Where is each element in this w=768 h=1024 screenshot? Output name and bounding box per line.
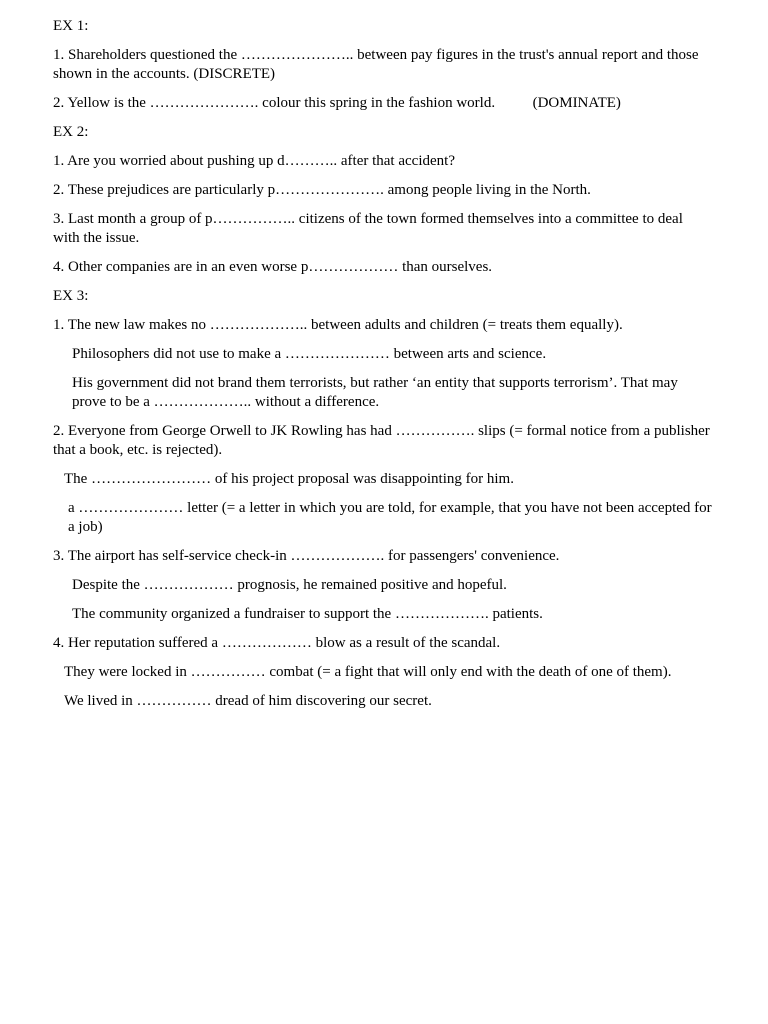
- ex1-item-2: 2. Yellow is the …………………. colour this spring in the fashion world. (DOMINATE): [53, 95, 621, 111]
- ex3-item-2: 2. Everyone from George Orwell to JK Rowling has had ……………. slips (= formal notice from a publisher that a book, etc. is rejected).: [53, 423, 714, 458]
- ex3-item-4b: They were locked in …………… combat (= a fight that will only end with the death of one of them).: [64, 664, 672, 680]
- ex3-item-3: 3. The airport has self-service check-in ………………. for passengers' convenience.: [53, 548, 560, 564]
- ex3-item-3c: The community organized a fundraiser to support the ………………. patients.: [72, 606, 543, 622]
- ex3-item-4: 4. Her reputation suffered a ……………… blow as a result of the scandal.: [53, 635, 501, 651]
- ex3-heading: EX 3:: [53, 288, 89, 304]
- ex3-item-2c: a ………………… letter (= a letter in which you are told, for example, that you have not been accepted for a job): [68, 500, 716, 535]
- ex1-heading: EX 1:: [53, 18, 89, 34]
- ex2-item-2: 2. These prejudices are particularly p…………………. among people living in the North.: [53, 182, 591, 198]
- ex2-item-1: 1. Are you worried about pushing up d……….. after that accident?: [53, 153, 455, 169]
- ex3-item-4c: We lived in …………… dread of him discovering our secret.: [64, 693, 432, 709]
- worksheet: [53, 17, 716, 721]
- ex3-item-1c: His government did not brand them terrorists, but rather ‘an entity that supports terrorism’. That may prove to be a ……………….. without a difference.: [72, 375, 682, 410]
- ex1-item-1: 1. Shareholders questioned the ………………….. between pay figures in the trust's annual report and those shown in the accounts. (DISCRETE): [53, 47, 703, 82]
- ex3-item-2b: The …………………… of his project proposal was disappointing for him.: [64, 471, 514, 487]
- ex2-item-3: 3. Last month a group of p…………….. citizens of the town formed themselves into a committee to deal with the issue.: [53, 211, 687, 246]
- ex3-item-1: 1. The new law makes no ……………….. between adults and children (= treats them equally).: [53, 317, 623, 333]
- ex2-heading: EX 2:: [53, 124, 89, 140]
- ex3-item-1b: Philosophers did not use to make a ………………… between arts and science.: [72, 346, 547, 362]
- ex2-item-4: 4. Other companies are in an even worse p……………… than ourselves.: [53, 259, 493, 275]
- ex3-item-3b: Despite the ……………… prognosis, he remained positive and hopeful.: [72, 577, 507, 593]
